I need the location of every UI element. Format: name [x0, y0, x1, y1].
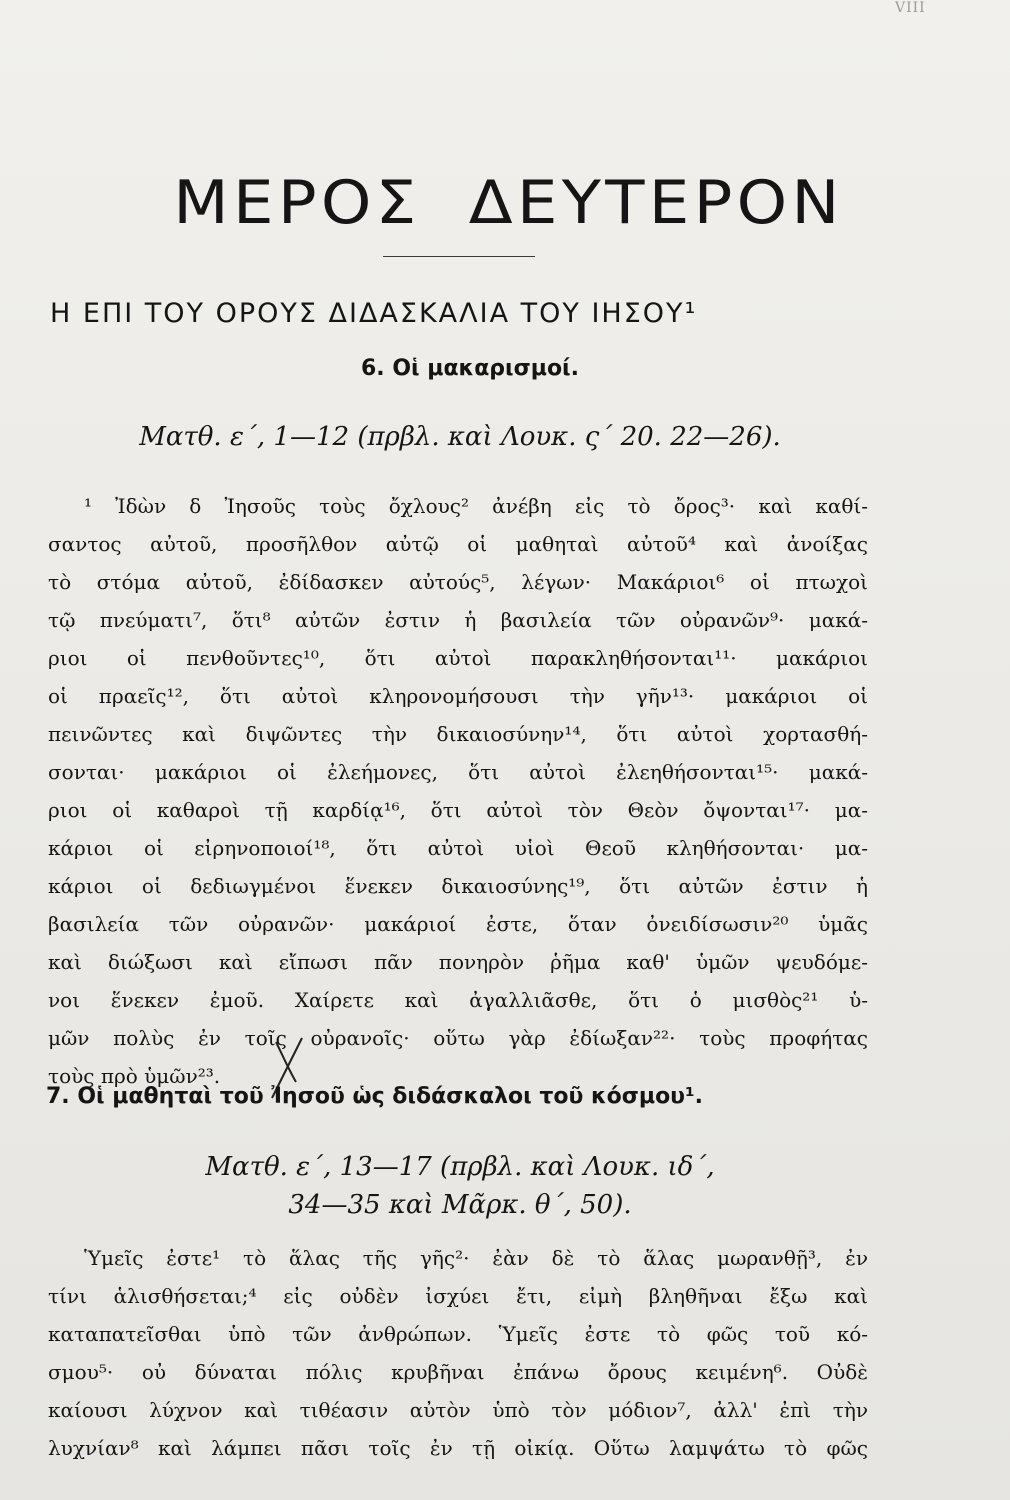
- text-line: νοι ἕνεκεν ἐμοῦ. Χαίρετε καὶ ἀγαλλιᾶσθε, ὅτι ὁ μισθὸς²¹ ὑ-: [48, 988, 868, 1012]
- text-line: τῷ πνεύματι⁷, ὅτι⁸ αὐτῶν ἐστιν ἡ βασιλεία τῶν οὐρανῶν⁹· μακά-: [48, 608, 868, 632]
- text-line: μῶν πολὺς ἐν τοῖς οὐρανοῖς· οὕτω γὰρ ἐδίωξαν²²· τοὺς προφήτας: [48, 1026, 868, 1050]
- text-line: ¹ Ἰδὼν δ Ἰησοῦς τοὺς ὄχλους² ἀνέβη εἰς τὸ ὄρος³· καὶ καθί-: [84, 494, 868, 518]
- text-line: καίουσι λύχνον καὶ τιθέασιν αὐτὸν ὑπὸ τὸν μόδιον⁷, ἀλλ' ἐπὶ τὴν: [48, 1398, 868, 1422]
- page-folio: VIII: [895, 0, 926, 16]
- text-line: κάριοι οἱ εἰρηνοποιοί¹⁸, ὅτι αὐτοὶ υἱοὶ Θεοῦ κληθήσονται· μα-: [48, 836, 868, 860]
- text-line: τὸ στόμα αὐτοῦ, ἐδίδασκεν αὐτούς⁵, λέγων· Μακάριοι⁶ οἱ πτωχοὶ: [48, 570, 868, 594]
- part-title: ΜΕΡΟΣ ΔΕΥΤΕΡΟΝ: [173, 168, 844, 238]
- text-line: λυχνίαν⁸ καὶ λάμπει πᾶσι τοῖς ἐν τῇ οἰκίᾳ. Οὕτω λαμψάτω τὸ φῶς: [48, 1436, 868, 1460]
- text-line: κάριοι οἱ δεδιωγμένοι ἕνεκεν δικαιοσύνης¹⁹, ὅτι αὐτῶν ἐστιν ἡ: [48, 874, 868, 898]
- text-line: οἱ πραεῖς¹², ὅτι αὐτοὶ κληρονομήσουσι τὴν γῆν¹³· μακάριοι οἱ: [48, 684, 868, 708]
- section-7-reference-line-1: Ματθ. ε΄, 13—17 (πρβλ. καὶ Λουκ. ιδ΄,: [205, 1152, 715, 1182]
- text-line: σμου⁵· οὐ δύναται πόλις κρυβῆναι ἐπάνω ὄρους κειμένη⁶. Οὐδὲ: [48, 1360, 868, 1384]
- text-line: Ὑμεῖς ἐστε¹ τὸ ἅλας τῆς γῆς²· ἐὰν δὲ τὸ ἅλας μωρανθῇ³, ἐν: [84, 1246, 868, 1270]
- text-line: βασιλεία τῶν οὐρανῶν· μακάριοί ἐστε, ὅταν ὀνειδίσωσιν²⁰ ὑμᾶς: [48, 912, 868, 936]
- text-line: πεινῶντες καὶ διψῶντες τὴν δικαιοσύνην¹⁴, ὅτι αὐτοὶ χορτασθή-: [48, 722, 868, 746]
- title-rule: [383, 256, 535, 257]
- text-line: τίνι ἁλισθήσεται;⁴ εἰς οὐδὲν ἰσχύει ἔτι, εἰμὴ βληθῆναι ἔξω καὶ: [48, 1284, 868, 1308]
- text-line: σαντος αὐτοῦ, προσῆλθον αὐτῷ οἱ μαθηταὶ αὐτοῦ⁴ καὶ ἀνοίξας: [48, 532, 868, 556]
- sermon-title: Η ΕΠΙ ΤΟΥ ΟΡΟΥΣ ΔΙΔΑΣΚΑΛΙΑ ΤΟΥ ΙΗΣΟΥ¹: [50, 298, 698, 329]
- section-7-title: 7. Οἱ μαθηταὶ τοῦ Ἰησοῦ ὡς διδάσκαλοι τοῦ κόσμου¹.: [46, 1084, 704, 1109]
- text-line: καταπατεῖσθαι ὑπὸ τῶν ἀνθρώπων. Ὑμεῖς ἐστε τὸ φῶς τοῦ κό-: [48, 1322, 868, 1346]
- section-6-title: 6. Οἱ μακαρισμοί.: [361, 356, 579, 381]
- text-line: καὶ διώξωσι καὶ εἴπωσι πᾶν πονηρὸν ῥῆμα καθ' ὑμῶν ψευδόμε-: [48, 950, 868, 974]
- section-6-reference: Ματθ. ε΄, 1—12 (πρβλ. καὶ Λουκ. ς΄ 20. 22—26).: [139, 422, 781, 452]
- text-line: τοὺς πρὸ ὑμῶν²³.: [48, 1064, 221, 1088]
- text-line: ριοι οἱ πενθοῦντες¹⁰, ὅτι αὐτοὶ παρακληθήσονται¹¹· μακάριοι: [48, 646, 868, 670]
- section-7-reference-line-2: 34—35 καὶ Μᾶρκ. θ΄, 50).: [288, 1190, 632, 1220]
- text-line: ριοι οἱ καθαροὶ τῇ καρδίᾳ¹⁶, ὅτι αὐτοὶ τὸν Θεὸν ὄψονται¹⁷· μα-: [48, 798, 868, 822]
- text-line: σονται· μακάριοι οἱ ἐλεήμονες, ὅτι αὐτοὶ ἐλεηθήσονται¹⁵· μακά-: [48, 760, 868, 784]
